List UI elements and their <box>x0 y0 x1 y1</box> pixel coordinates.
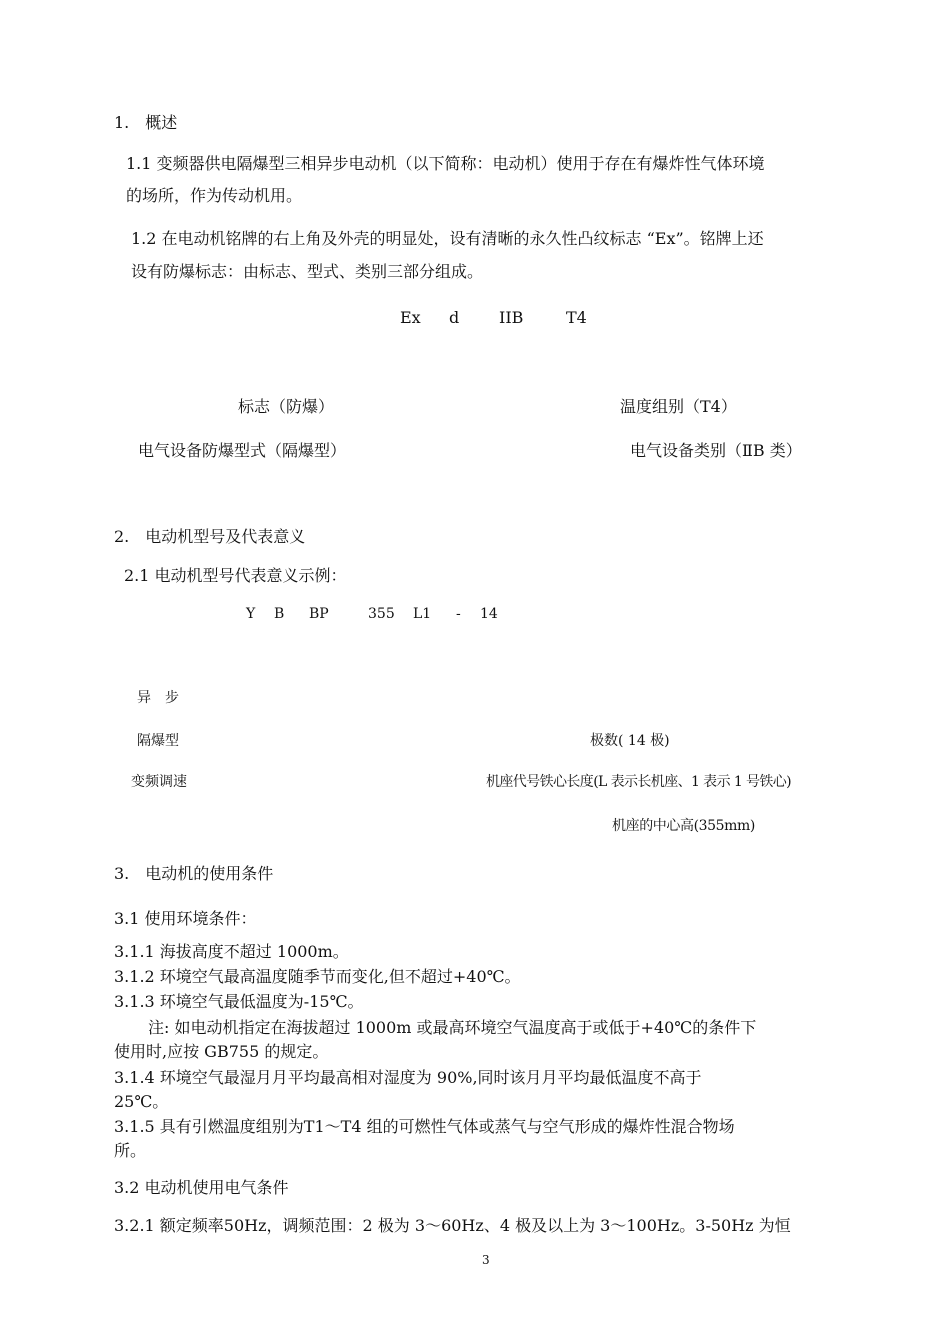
para-3-1-5-line1: 3.1.5 具有引燃温度组别为T1～T4 组的可燃性气体或蒸气与空气形成的爆炸性混合物场 <box>114 1117 735 1136</box>
label-center-height: 机座的中心高(355mm) <box>612 818 755 834</box>
para-1-2-line2: 设有防爆标志：由标志、型式、类别三部分组成。 <box>131 262 484 281</box>
para-3-2: 3.2 电动机使用电气条件 <box>114 1178 289 1197</box>
para-3-1: 3.1 使用环境条件： <box>114 909 257 928</box>
model-code-355: 355 <box>368 606 395 622</box>
model-code-l1: L1 <box>413 606 432 622</box>
section-1-heading: 1. 概述 <box>114 113 178 132</box>
label-flameproof: 隔爆型 <box>137 733 179 749</box>
label-frame-code: 机座代号铁心长度(L 表示长机座、1 表示 1 号铁心) <box>486 774 792 790</box>
model-code-b: B <box>274 606 285 622</box>
page-number: 3 <box>482 1253 490 1267</box>
model-code-bp: BP <box>309 606 329 622</box>
note-line2: 使用时,应按 GB755 的规定。 <box>114 1042 329 1061</box>
model-code-y: Y <box>246 606 256 622</box>
model-code-14: 14 <box>480 606 498 622</box>
ex-code-mark: Ex <box>400 308 421 327</box>
para-3-1-1: 3.1.1 海拔高度不超过 1000m。 <box>114 942 349 961</box>
model-code-dash: - <box>456 606 461 622</box>
label-temp-group: 温度组别（T4） <box>620 397 737 416</box>
para-3-2-1: 3.2.1 额定频率50Hz，调频范围：2 极为 3～60Hz、4 极及以上为 3～100Hz。3-50Hz 为恒 <box>114 1216 791 1235</box>
label-async: 异 步 <box>137 690 179 706</box>
section-2-heading: 2. 电动机型号及代表意义 <box>114 527 306 546</box>
para-3-1-4-line1: 3.1.4 环境空气最湿月月平均最高相对湿度为 90%,同时该月月平均最低温度不高于 <box>114 1068 702 1087</box>
label-explosion-mark: 标志（防爆） <box>238 397 335 416</box>
label-protection-type: 电气设备防爆型式（隔爆型） <box>138 441 347 460</box>
para-3-1-3: 3.1.3 环境空气最低温度为-15℃。 <box>114 992 364 1011</box>
label-equipment-class: 电气设备类别（ⅡB 类） <box>630 441 802 460</box>
label-poles: 极数( 14 极) <box>590 733 670 749</box>
para-3-1-5-line2: 所。 <box>114 1141 147 1160</box>
ex-code-class: IIB <box>499 308 524 327</box>
para-3-1-4-line2: 25℃。 <box>114 1092 169 1111</box>
section-3-heading: 3. 电动机的使用条件 <box>114 864 274 883</box>
para-1-1-line2: 的场所，作为传动机用。 <box>126 186 303 205</box>
para-2-1: 2.1 电动机型号代表意义示例： <box>124 566 347 585</box>
para-1-2-line1: 1.2 在电动机铭牌的右上角及外壳的明显处，设有清晰的永久性凸纹标志 “Ex”。铭牌上还 <box>131 229 764 248</box>
para-1-1-line1: 1.1 变频器供电隔爆型三相异步电动机（以下简称：电动机）使用于存在有爆炸性气体环境 <box>126 154 765 173</box>
note-line1: 注: 如电动机指定在海拔超过 1000m 或最高环境空气温度高于或低于+40℃的条件下 <box>148 1018 757 1037</box>
label-vfd: 变频调速 <box>131 774 187 790</box>
ex-code-temp: T4 <box>566 308 587 327</box>
para-3-1-2: 3.1.2 环境空气最高温度随季节而变化,但不超过+40℃。 <box>114 967 521 986</box>
ex-code-type: d <box>449 308 460 327</box>
